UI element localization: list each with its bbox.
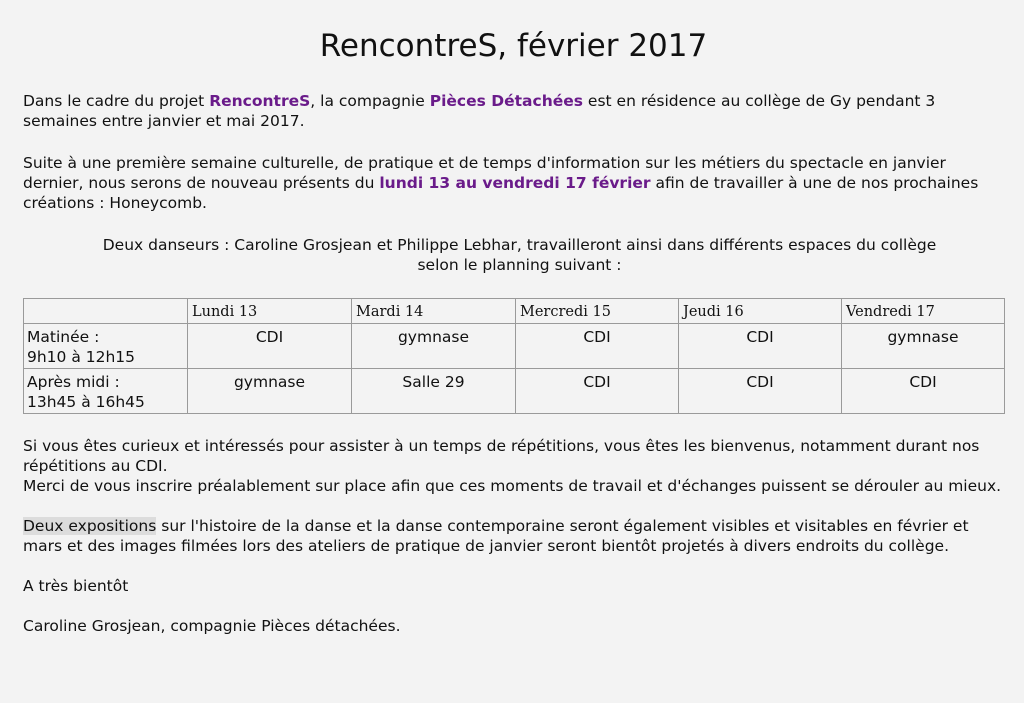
table-cell: gymnase bbox=[352, 324, 516, 369]
table-cell: CDI bbox=[516, 324, 679, 369]
intro-text-end: est en résidence au collège de Gy pendant 3 semaines entre janvier et mai 2017. bbox=[23, 92, 936, 130]
registration-note: Merci de vous inscrire préalablement sur place afin que ces moments de travail et d'échanges puissent se dérouler au mieux. bbox=[23, 477, 1002, 495]
row-label-hours: 13h45 à 16h45 bbox=[27, 393, 145, 411]
intro-paragraph bbox=[23, 91, 1004, 131]
row-label-morning bbox=[24, 324, 188, 369]
exhibitions-text: sur l'histoire de la danse et la danse contemporaine seront également visibles et visitables en février et mars et des images filmées lors des ateliers de pratique de janvier seront bientôt projetés à divers endroits du collège. bbox=[23, 517, 969, 555]
table-row bbox=[24, 324, 1005, 369]
intro-text-start: Dans le cadre du projet bbox=[23, 92, 210, 110]
page-title: RencontreS, février 2017 bbox=[319, 28, 708, 64]
table-header-day: Lundi 13 bbox=[188, 299, 352, 324]
closing-line: A très bientôt bbox=[23, 577, 129, 595]
row-label-title: Matinée : bbox=[27, 328, 100, 346]
table-header-row bbox=[24, 299, 1005, 324]
table-header-day: Mardi 14 bbox=[352, 299, 516, 324]
dancers-paragraph bbox=[23, 235, 1004, 275]
row-label-title: Après midi : bbox=[27, 373, 120, 391]
intro-text-middle: , la compagnie bbox=[310, 92, 430, 110]
exhibitions-paragraph bbox=[23, 516, 1004, 556]
residency-dates: lundi 13 au vendredi 17 février bbox=[379, 174, 651, 192]
table-row bbox=[24, 369, 1005, 414]
table-cell: CDI bbox=[679, 324, 842, 369]
rehearsal-paragraph bbox=[23, 436, 1004, 496]
exhibitions-selected-text[interactable]: Deux expositions bbox=[23, 517, 157, 535]
schedule-table bbox=[23, 298, 1005, 414]
table-cell: Salle 29 bbox=[352, 369, 516, 414]
company-name: Pièces Détachées bbox=[429, 92, 583, 110]
table-cell: gymnase bbox=[188, 369, 352, 414]
rehearsal-invite: Si vous êtes curieux et intéressés pour assister à un temps de répétitions, vous êtes les bienvenus, notamment durant nos répétitions au CDI. bbox=[23, 437, 980, 475]
table-header-day: Mercredi 15 bbox=[516, 299, 679, 324]
schedule-intro-paragraph bbox=[23, 153, 1004, 213]
table-cell: CDI bbox=[842, 369, 1005, 414]
table-cell: CDI bbox=[188, 324, 352, 369]
row-label-afternoon bbox=[24, 369, 188, 414]
table-cell: CDI bbox=[516, 369, 679, 414]
table-header-day: Jeudi 16 bbox=[679, 299, 842, 324]
row-label-hours: 9h10 à 12h15 bbox=[27, 348, 136, 366]
schedule-intro-start: Suite à une première semaine culturelle, de pratique et de temps d'information sur les métiers du spectacle en janvier dernier, nous serons de nouveau présents du bbox=[23, 154, 946, 192]
table-header-corner bbox=[24, 299, 188, 324]
schedule-intro-end: afin de travailler à une de nos prochaines créations : Honeycomb. bbox=[23, 174, 979, 212]
table-header-day: Vendredi 17 bbox=[842, 299, 1005, 324]
signature: Caroline Grosjean, compagnie Pièces détachées. bbox=[23, 617, 401, 635]
table-cell: gymnase bbox=[842, 324, 1005, 369]
dancers-line-2: selon le planning suivant : bbox=[417, 256, 622, 274]
table-cell: CDI bbox=[679, 369, 842, 414]
project-name: RencontreS bbox=[209, 92, 311, 110]
dancers-line-1: Deux danseurs : Caroline Grosjean et Philippe Lebhar, travailleront ainsi dans différents espaces du collège bbox=[102, 236, 937, 254]
